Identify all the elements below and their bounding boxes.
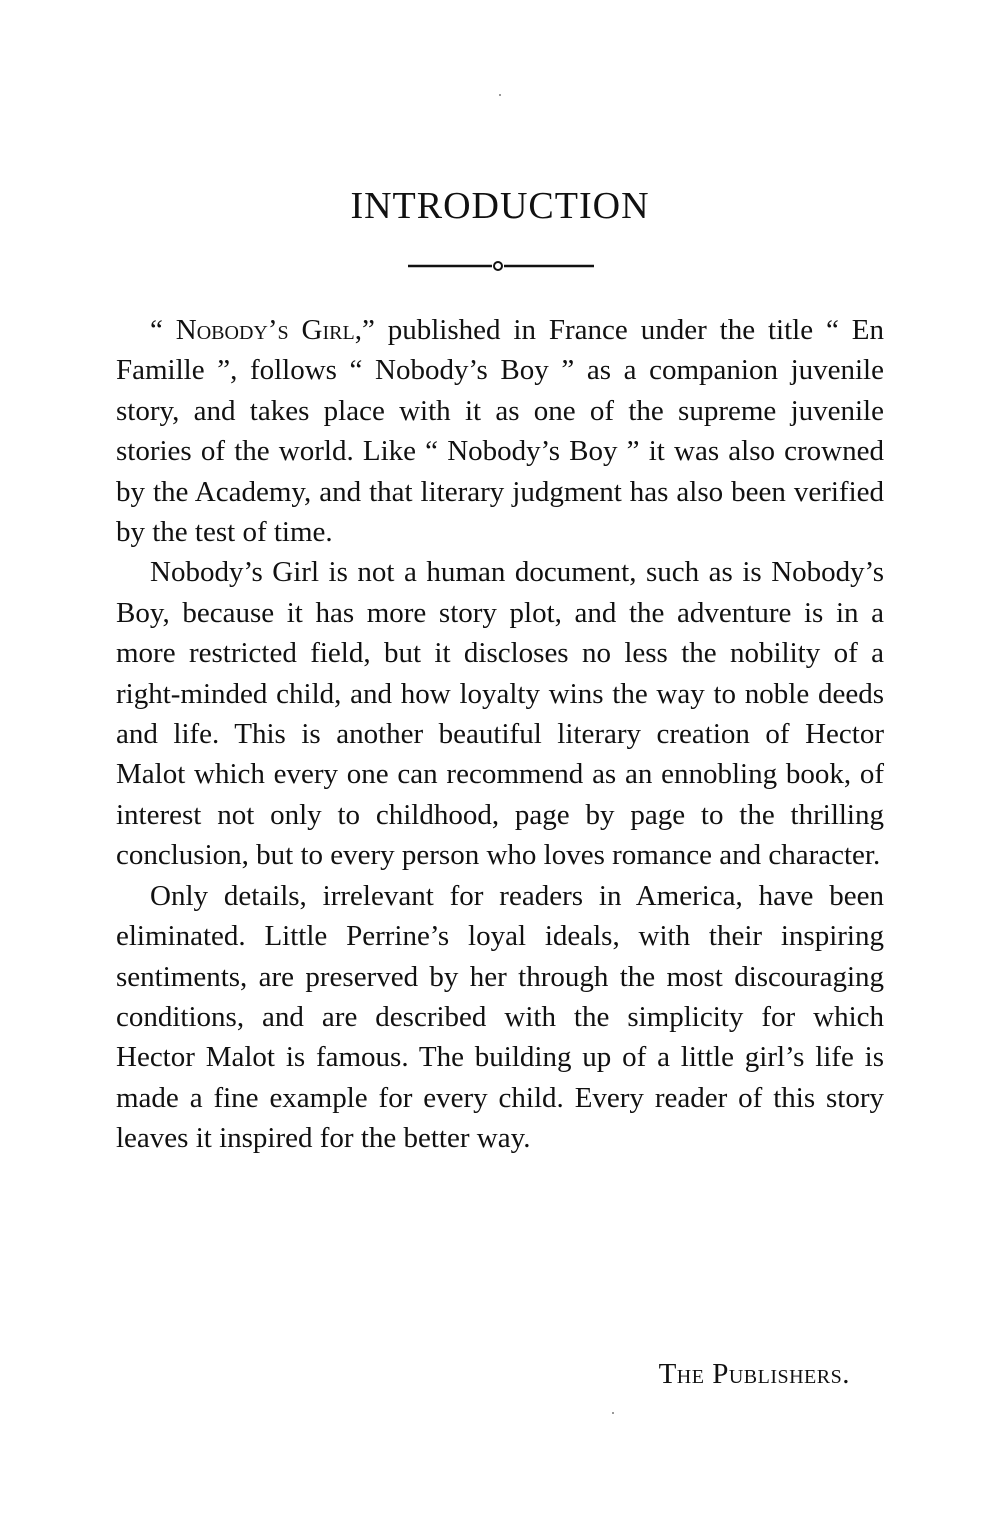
signature: The Publishers.: [658, 1358, 850, 1390]
title-ornament: [408, 256, 594, 276]
paragraph-2: [116, 552, 884, 875]
print-speck: [612, 1412, 614, 1414]
introduction-body: [116, 310, 884, 1159]
paragraph-2-text: Nobody’s Girl is not a human document, such as is Nobody’s Boy, because it has more story plot, and the adventure is in a more restricted field, but it discloses no less the nobility of a right-minded child, and how loyalty wins the way to noble deeds and life. This is another beautiful literary creation of Hector Malot which every one can recommend as an ennobling book, of interest not only to childhood, page by page to the thrilling conclusion, but to every person who loves romance and character.: [116, 556, 884, 872]
paragraph-3: [116, 876, 884, 1159]
page-title: INTRODUCTION: [350, 185, 650, 227]
print-speck: [499, 94, 501, 96]
paragraph-1-lead: “ Nobody’s Girl,”: [150, 314, 375, 346]
paragraph-3-text: Only details, irrelevant for readers in America, have been eliminated. Little Perrine’s loyal ideals, with their inspiring sentiments, are preserved by her through the most discouraging conditions, and are described with the simplicity for which Hector Malot is famous. The building up of a little girl’s life is made a fine example for every child. Every reader of this story leaves it inspired for the better way.: [116, 879, 884, 1155]
paragraph-1: [116, 310, 884, 552]
paragraph-1-text: published in France under the title “ En Famille ”, follows “ Nobody’s Boy ” as a companion juvenile story, and takes place with it as one of the supreme juvenile stories of the world. Like “ Nobody’s Boy ” it was also crowned by the Academy, and that literary judgment has also been verified by the test of time.: [116, 314, 885, 549]
